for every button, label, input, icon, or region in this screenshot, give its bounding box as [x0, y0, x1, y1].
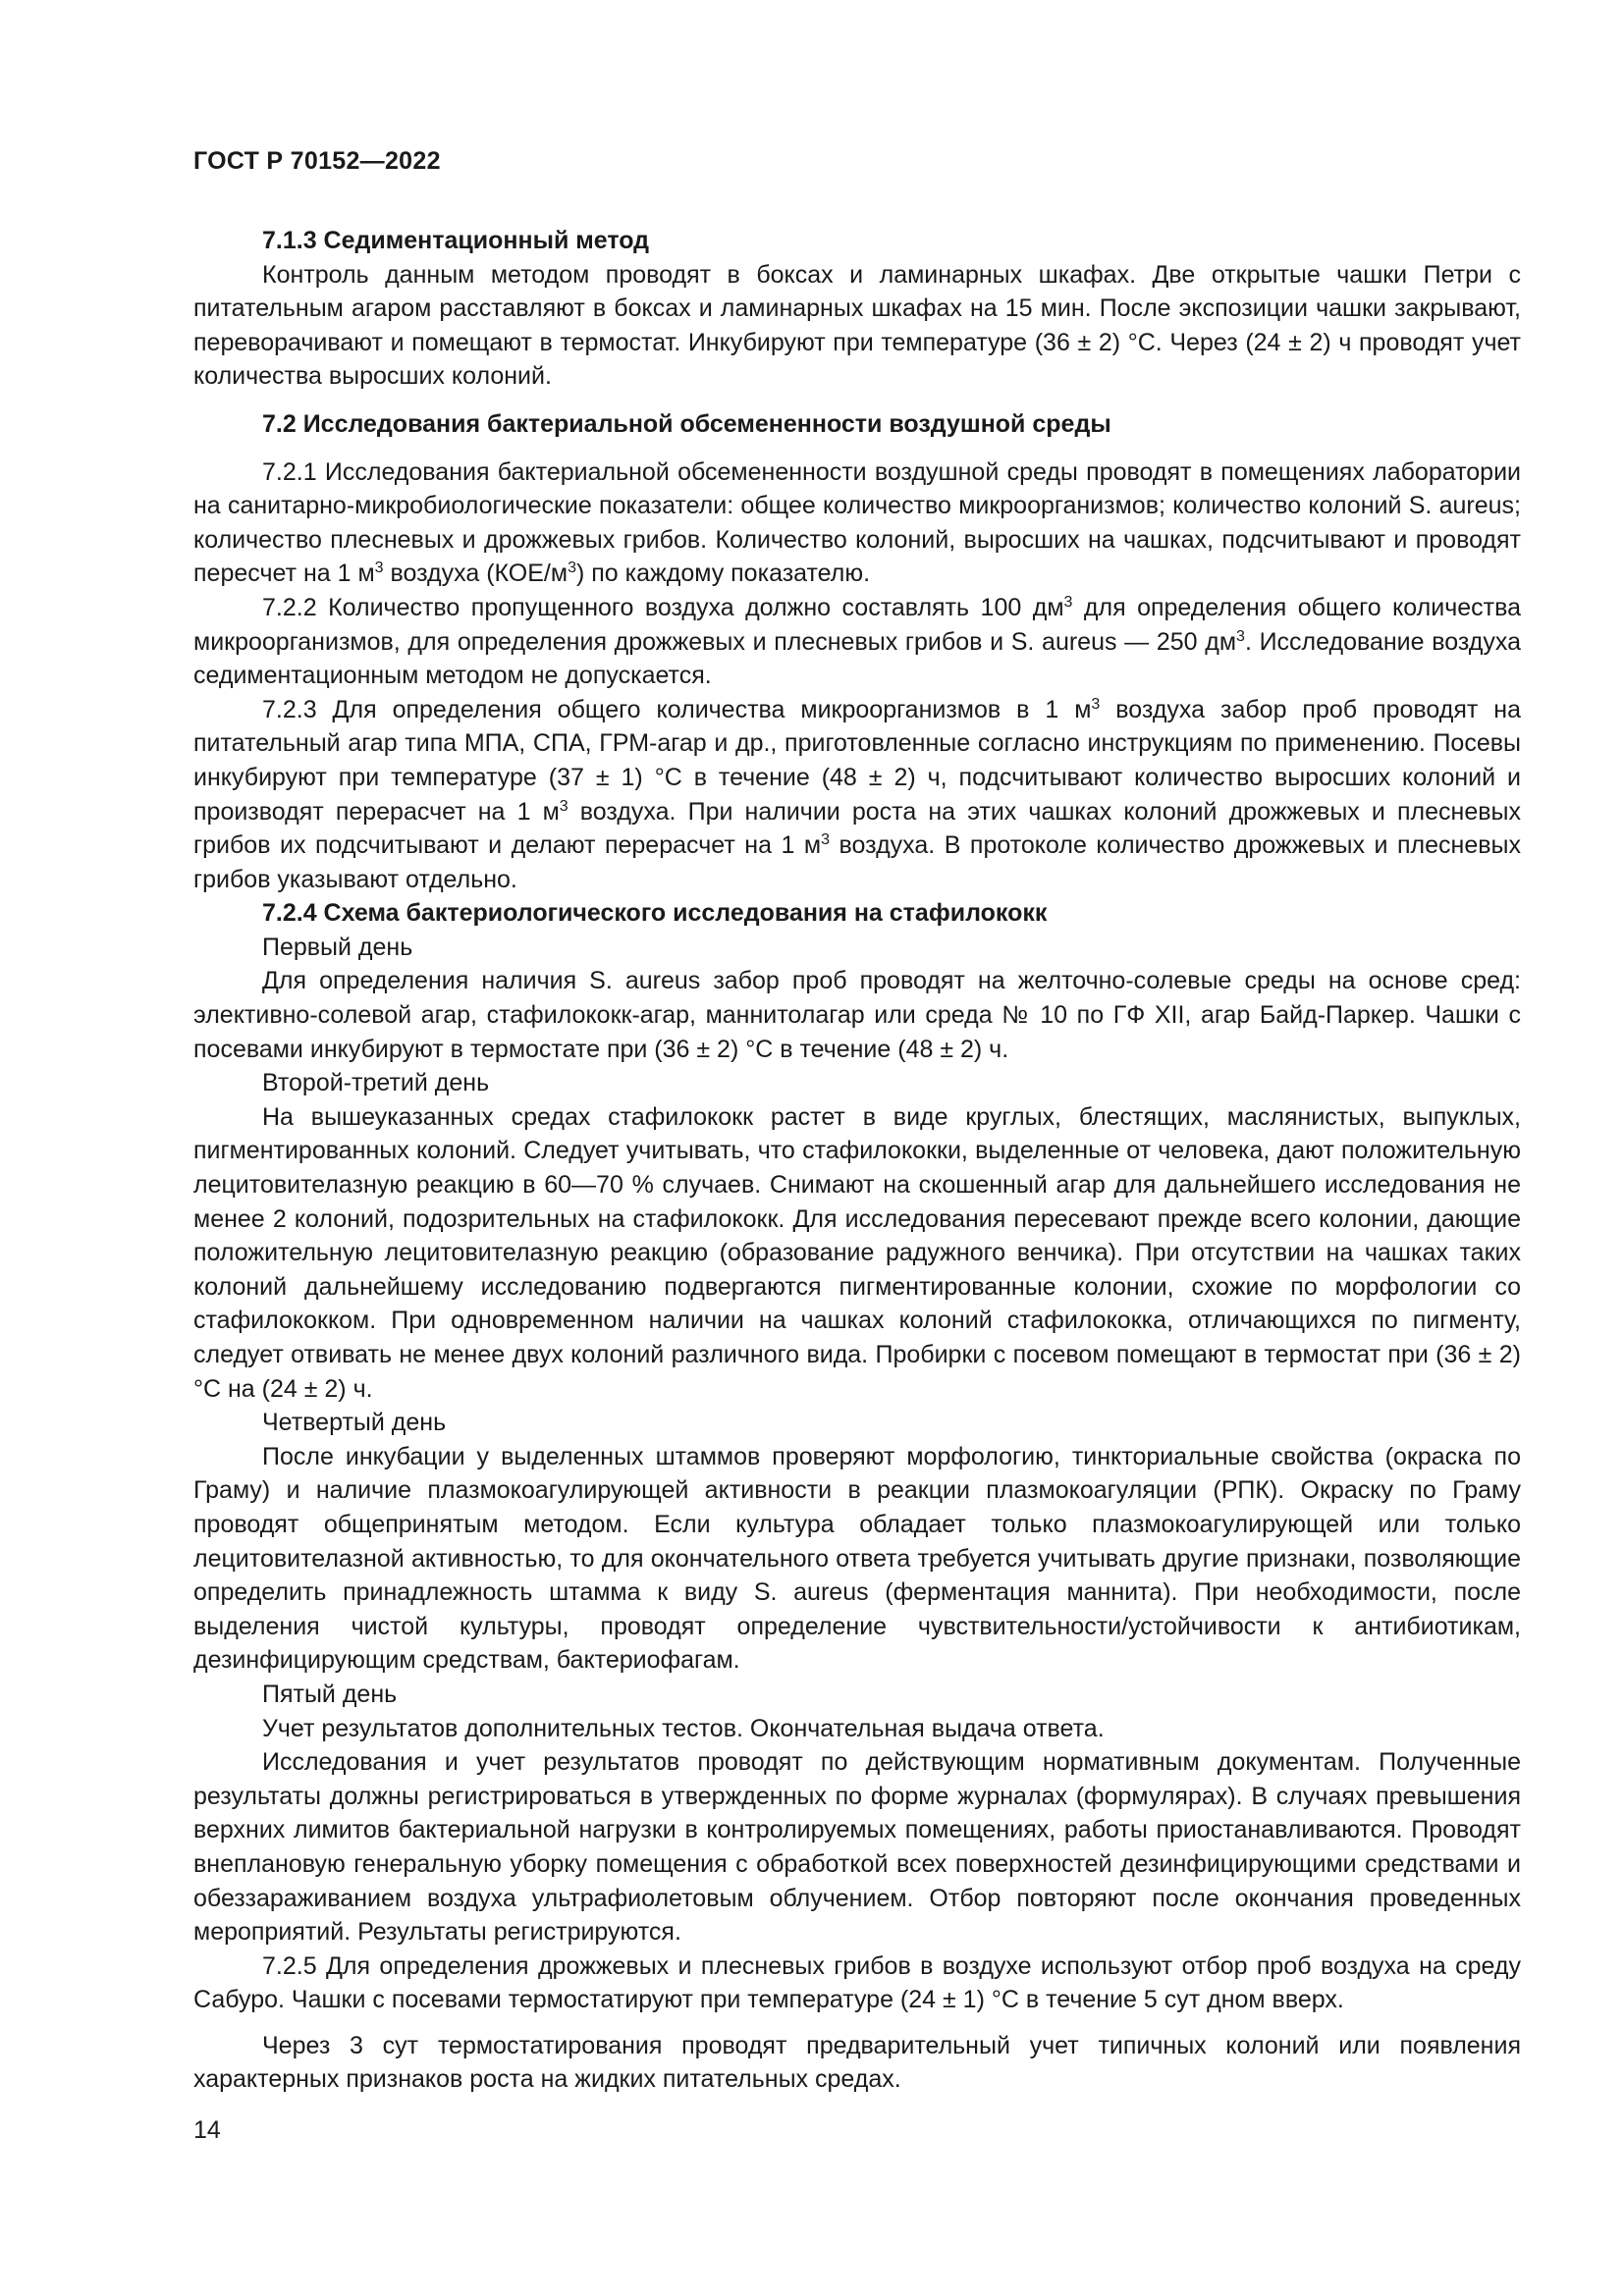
day-1-title: Первый день [262, 933, 413, 961]
day-2-3-text: На вышеуказанных средах стафилококк растет в виде круглых, блестящих, маслянистых, выпуклых, пигментированных колоний. Следует учитывать, что стафилококки, выделенные от человека, дают положительную лецитовителазную реакцию в 60—70 % случаев. Снимают на скошенный агар для дальнейшего исследования не менее 2 колоний, подозрительных на стафилококк. Для исследования пересевают прежде всего колонии, дающие положительную лецитовителазную реакцию (образование радужного венчика). При отсутствии на чашках таких колоний дальнейшему исследованию подвергаются пигментированные колонии, схожие по морфологии со стафилококком. При одновременном наличии на чашках колоний стафилококка, отличающихся по пигменту, следует отвивать не менее двух колоний различного вида. Пробирки с посевом помещают в термостат при (36 ± 2) °С на (24 ± 2) ч. [193, 1102, 1521, 1403]
page-number: 14 [193, 2116, 221, 2144]
document-header [193, 147, 441, 176]
day-5-text: Учет результатов дополнительных тестов. Окончательная выдача ответа. [262, 1714, 1105, 1742]
day-1-text: Для определения наличия S. aureus забор проб проводят на желточно-солевые среды на основе сред: элективно-солевой агар, стафилококк-агар, маннитолагар или среда № 10 по ГФ XII, агар Байд-Паркер. Чашки с посевами инкубируют в термостате при (36 ± 2) °С в течение (48 ± 2) ч. [193, 967, 1521, 1063]
results-paragraph: Исследования и учет результатов проводят по действующим нормативным документам. Полученные результаты должны регистрироваться в утвержденных по форме журналах (формулярах). В случаях превышения верхних лимитов бактериальной нагрузки в контролируемых помещениях, работы приостанавливаются. Проводят внеплановую генеральную уборку помещения с обработкой всех поверхностей дезинфицирующими средствами и обеззараживанием воздуха ультрафиолетовым облучением. Отбор повторяют после окончания проведенных мероприятий. Результаты регистрируются. [193, 1748, 1521, 1947]
paragraph-7-2-5: 7.2.5 Для определения дрожжевых и плесневых грибов в воздухе используют отбор проб воздуха на среду Сабуро. Чашки с посевами термостатируют при температуре (24 ± 1) °С в течение 5 сут дном вверх. [193, 1951, 1521, 2014]
day-4-title: Четвертый день [262, 1409, 447, 1437]
page-content [193, 224, 1521, 2097]
paragraph-7-2-5-continued: Через 3 сут термостатирования проводят предварительный учет типичных колоний или появления характерных признаков роста на жидких питательных средах. [193, 2031, 1521, 2094]
paragraph-7-2-2: 7.2.2 Количество пропущенного воздуха должно составлять 100 $дм^3$ для определения общего количества микроорганизмов, для определения дрожжевых и плесневых грибов и S. aureus — 250 $дм^3$. Исследование воздуха седиментационным методом не допускается. [193, 593, 1521, 690]
heading-7-2: 7.2 Исследования бактериальной обсемененности воздушной среды [262, 409, 1111, 438]
day-2-3-title: Второй-третий день [262, 1069, 490, 1097]
paragraph-7-2-1: 7.2.1 Исследования бактериальной обсемененности воздушной среды проводят в помещениях лаборатории на санитарно-микробиологические показатели: общее количество микроорганизмов; количество колоний S. aureus; количество плесневых и дрожжевых грибов. Количество колоний, выросших на чашках, подсчитывают и проводят пересчет на 1 $м^3$ воздуха $(КОЕ/м^3)$ по каждому показателю. [193, 457, 1521, 588]
day-5-title: Пятый день [262, 1680, 398, 1708]
heading-7-2-4: 7.2.4 Схема бактериологического исследования на стафилококк [262, 899, 1048, 928]
paragraph-7-1-3: Контроль данным методом проводят в боксах и ламинарных шкафах. Две открытые чашки Петри с питательным агаром расставляют в боксах и ламинарных шкафах на 15 мин. После экспозиции чашки закрывают, переворачивают и помещают в термостат. Инкубируют при температуре (36 ± 2) °С. Через (24 ± 2) ч проводят учет количества выросших колоний. [193, 260, 1521, 391]
heading-7-1-3: 7.1.3 Седиментационный метод [262, 227, 650, 254]
day-4-text: После инкубации у выделенных штаммов проверяют морфологию, тинкториальные свойства (окраска по Граму) и наличие плазмокоагулирующей активности в реакции плазмокоагуляции (РПК). Окраску по Граму проводят общепринятым методом. Если культура обладает только плазмокоагулирующей или только лецитовителазной активностью, то для окончательного ответа требуется учитывать другие признаки, позволяющие определить принадлежность штамма к виду S. aureus (ферментация маннита). При необходимости, после выделения чистой культуры, проводят определение чувствительности/устойчивости к антибиотикам, дезинфицирующим средствам, бактериофагам. [193, 1442, 1521, 1675]
doc-id: ГОСТ Р 70152—2022 [193, 147, 441, 175]
paragraph-7-2-3: 7.2.3 Для определения общего количества микроорганизмов в 1 $м^3$ воздуха забор проб проводят на питательный агар типа МПА, СПА, ГРМ-агар и др., приготовленные согласно инструкциям по применению. Посевы инкубируют при температуре (37 ± 1) °С в течение (48 ± 2) ч, подсчитывают количество выросших колоний и производят перерасчет на 1 $м^3$ воздуха. При наличии роста на этих чашках колоний дрожжевых и плесневых грибов их подсчитывают и делают перерасчет на 1 $м^3$ воздуха. В протоколе количество дрожжевых и плесневых грибов указывают отдельно. [193, 695, 1521, 893]
